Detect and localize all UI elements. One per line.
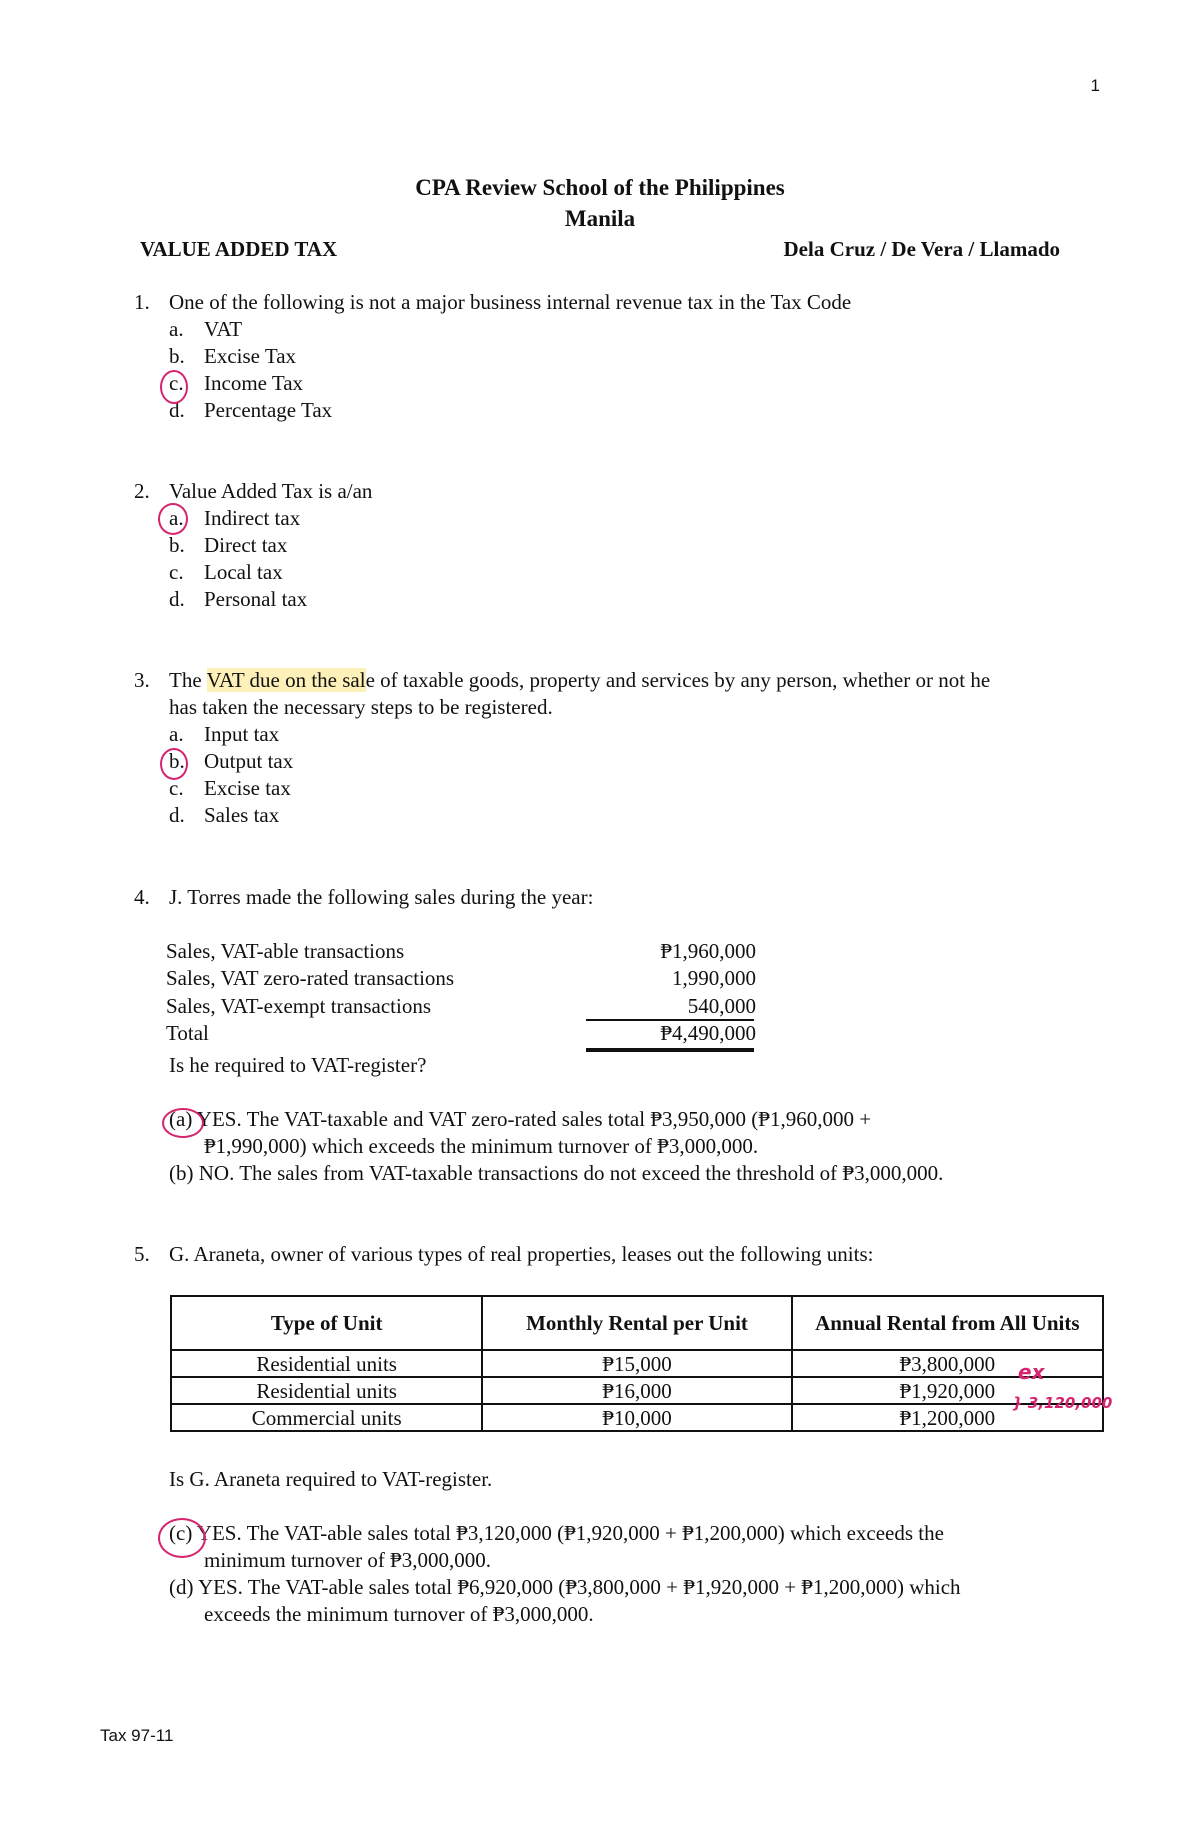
answer-b[interactable]: (b) NO. The sales from VAT-taxable transactions do not exceed the threshold of ₱3,000,000. <box>169 1161 944 1185</box>
column-header: Annual Rental from All Units <box>792 1296 1103 1350</box>
subject-heading: VALUE ADDED TAX <box>140 237 338 261</box>
table-cell: ₱3,800,000 <box>792 1350 1103 1377</box>
choice-a[interactable]: a. Indirect tax <box>169 506 301 530</box>
choice-d[interactable]: d. Sales tax <box>169 803 280 827</box>
footer-code: Tax 97-11 <box>100 1726 174 1745</box>
authors: Dela Cruz / De Vera / Llamado <box>783 237 1060 261</box>
choice-b[interactable]: b. Output tax <box>169 749 294 773</box>
choice-d[interactable]: d. Percentage Tax <box>169 398 333 422</box>
table-cell: Commercial units <box>171 1404 482 1431</box>
question-number: 4. <box>134 885 150 909</box>
question-number: 2. <box>134 479 150 503</box>
choice-d[interactable]: d. Personal tax <box>169 587 308 611</box>
table-cell: ₱1,200,000 <box>792 1404 1103 1431</box>
table-row <box>171 1404 1103 1431</box>
rental-table <box>170 1295 1104 1432</box>
question-number: 3. <box>134 668 150 692</box>
choice-b[interactable]: b. Direct tax <box>169 533 288 557</box>
handwritten-note-total: } 3,120,000 <box>1012 1394 1113 1412</box>
sales-row: Sales, VAT-exempt transactions 540,000 <box>166 994 756 1018</box>
answer-c[interactable]: (c) YES. The VAT-able sales total ₱3,120,000 (₱1,920,000 + ₱1,200,000) which exceeds the <box>169 1521 944 1545</box>
city-title: Manila <box>564 206 636 231</box>
question-number: 1. <box>134 290 150 314</box>
answer-d-line2: exceeds the minimum turnover of ₱3,000,000. <box>204 1602 594 1626</box>
sales-row: Sales, VAT-able transactions ₱1,960,000 <box>166 939 756 963</box>
table-row <box>171 1350 1103 1377</box>
table-cell: Residential units <box>171 1377 482 1404</box>
table-cell: ₱1,920,000 <box>792 1377 1103 1404</box>
choice-a[interactable]: a. Input tax <box>169 722 280 746</box>
answer-circle <box>158 503 188 535</box>
choice-a[interactable]: a. VAT <box>169 317 243 341</box>
choice-b[interactable]: b. Excise Tax <box>169 344 297 368</box>
school-title: CPA Review School of the Philippines <box>415 175 785 200</box>
question-prompt: Is G. Araneta required to VAT-register. <box>169 1467 493 1491</box>
column-header: Monthly Rental per Unit <box>482 1296 791 1350</box>
question-stem: One of the following is not a major business internal revenue tax in the Tax Code <box>169 290 852 314</box>
table-cell: ₱16,000 <box>482 1377 791 1404</box>
page-number: 1 <box>1090 76 1100 95</box>
table-header-row <box>171 1296 1103 1350</box>
sales-total-row: Total ₱4,490,000 <box>166 1021 756 1045</box>
total-double-rule <box>586 1048 754 1052</box>
question-stem: J. Torres made the following sales during the year: <box>169 885 594 909</box>
answer-c-line2: minimum turnover of ₱3,000,000. <box>204 1548 491 1572</box>
answer-a[interactable]: (a) YES. The VAT-taxable and VAT zero-rated sales total ₱3,950,000 (₱1,960,000 + <box>169 1107 872 1131</box>
question-stem: Value Added Tax is a/an <box>169 479 373 503</box>
question-stem-line2: has taken the necessary steps to be registered. <box>169 695 553 719</box>
question-stem: The VAT due on the sale of taxable goods, property and services by any person, whether or not he <box>169 668 991 692</box>
column-header: Type of Unit <box>171 1296 482 1350</box>
answer-d[interactable]: (d) YES. The VAT-able sales total ₱6,920,000 (₱3,800,000 + ₱1,920,000 + ₱1,200,000) which <box>169 1575 961 1599</box>
sales-row: Sales, VAT zero-rated transactions 1,990,000 <box>166 966 756 990</box>
answer-circle <box>160 748 188 780</box>
question-number: 5. <box>134 1242 150 1266</box>
table-cell: Residential units <box>171 1350 482 1377</box>
table-cell: ₱10,000 <box>482 1404 791 1431</box>
question-prompt: Is he required to VAT-register? <box>169 1053 427 1077</box>
highlighted-text: VAT due on the sal <box>206 668 366 692</box>
table-cell: ₱15,000 <box>482 1350 791 1377</box>
choice-c[interactable]: c. Income Tax <box>169 371 304 395</box>
answer-circle <box>160 370 188 404</box>
choice-c[interactable]: c. Excise tax <box>169 776 291 800</box>
handwritten-note-ex: ex <box>1018 1360 1045 1384</box>
question-stem: G. Araneta, owner of various types of real properties, leases out the following units: <box>169 1242 874 1266</box>
answer-circle <box>158 1518 206 1558</box>
answer-circle <box>162 1108 204 1138</box>
answer-a-line2: ₱1,990,000) which exceeds the minimum turnover of ₱3,000,000. <box>204 1134 759 1158</box>
choice-c[interactable]: c. Local tax <box>169 560 283 584</box>
table-row <box>171 1377 1103 1404</box>
